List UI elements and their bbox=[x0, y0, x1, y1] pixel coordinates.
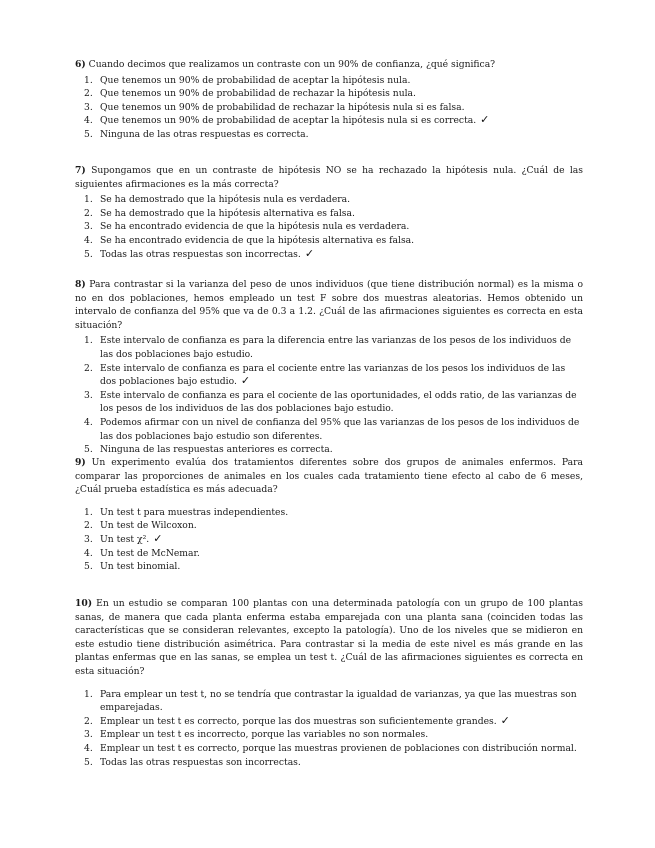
option bbox=[75, 193, 583, 207]
question-text: Un experimento evalúa dos tratamientos diferentes sobre dos grupos de animales enfermos. Para comparar las proporciones de animales en los cuales cada tratamiento tiene efecto al cabo de 6 meses, ¿Cuál prueba estadística es más adecuada? bbox=[75, 457, 583, 496]
option-text: Podemos afirmar con un nivel de confianza del 95% que las varianzas de los pesos de los individuos de las dos poblaciones bajo estudio son diferentes. bbox=[100, 416, 580, 442]
option bbox=[75, 207, 583, 221]
question-10 bbox=[75, 597, 583, 769]
option bbox=[75, 74, 583, 88]
option-list bbox=[75, 193, 583, 261]
option-number: 1. bbox=[84, 74, 93, 86]
option bbox=[75, 728, 583, 742]
question-text: Cuando decimos que realizamos un contraste con un 90% de confianza, ¿qué significa? bbox=[88, 59, 496, 70]
option-text: Ninguna de las otras respuestas es correcta. bbox=[100, 128, 309, 140]
option-number: 3. bbox=[84, 389, 93, 401]
option-text: Que tenemos un 90% de probabilidad de aceptar la hipótesis nula. bbox=[100, 74, 411, 86]
option bbox=[75, 87, 583, 101]
option bbox=[75, 519, 583, 533]
option bbox=[75, 688, 583, 715]
question-number: 9) bbox=[75, 457, 86, 468]
option-text: Se ha encontrado evidencia de que la hipótesis alternativa es falsa. bbox=[100, 234, 415, 246]
option-number: 5. bbox=[84, 561, 93, 573]
option-list bbox=[75, 334, 583, 456]
option bbox=[75, 101, 583, 115]
question-stem bbox=[75, 278, 583, 332]
option-number: 1. bbox=[84, 506, 93, 518]
option-number: 2. bbox=[84, 88, 93, 100]
option-text: Un test χ². bbox=[100, 533, 150, 545]
option-number: 5. bbox=[84, 756, 93, 768]
option-number: 3. bbox=[84, 533, 93, 545]
option-text: Un test binomial. bbox=[100, 561, 181, 573]
option-text: Este intervalo de confianza es para la diferencia entre las varianzas de los pesos de los individuos de las dos poblaciones bajo estudio. bbox=[100, 335, 572, 360]
option bbox=[75, 533, 583, 547]
option bbox=[75, 114, 583, 128]
option-number: 2. bbox=[84, 520, 93, 532]
option bbox=[75, 560, 583, 574]
check-mark-icon: ✓ bbox=[304, 246, 315, 260]
option bbox=[75, 362, 583, 389]
question-number: 7) bbox=[75, 165, 86, 176]
question-stem bbox=[75, 164, 583, 191]
option-text: Se ha encontrado evidencia de que la hipótesis nula es verdadera. bbox=[100, 221, 410, 233]
option-list bbox=[75, 506, 583, 574]
option-number: 2. bbox=[84, 715, 93, 727]
option-text: Este intervalo de confianza es para el cociente de las oportunidades, el odds ratio, de las varianzas de los pesos de los individuos de las dos poblaciones bajo estudio. bbox=[100, 389, 577, 415]
option-number: 4. bbox=[84, 416, 93, 428]
option-number: 4. bbox=[84, 547, 93, 559]
option-text: Emplear un test t es correcto, porque las dos muestras son suficientemente grandes. bbox=[100, 715, 497, 727]
option-number: 5. bbox=[84, 128, 93, 140]
option-number: 1. bbox=[84, 688, 93, 700]
spacer bbox=[75, 497, 583, 504]
option bbox=[75, 389, 583, 416]
option-number: 4. bbox=[84, 742, 93, 754]
option-text: Se ha demostrado que la hipótesis alternativa es falsa. bbox=[100, 207, 355, 219]
spacer bbox=[75, 679, 583, 686]
question-number: 6) bbox=[75, 59, 86, 70]
option-number: 4. bbox=[84, 234, 93, 246]
option-number: 2. bbox=[84, 207, 93, 219]
question-text: Supongamos que en un contraste de hipótesis NO se ha rechazado la hipótesis nula. ¿Cuál de las siguientes afirmaciones es la más correcta? bbox=[75, 165, 583, 190]
option-list bbox=[75, 74, 583, 142]
option bbox=[75, 248, 583, 262]
option-number: 3. bbox=[84, 101, 93, 113]
question-text: Para contrastar si la varianza del peso de unos individuos (que tiene distribución normal) es la misma o no en dos poblaciones, hemos empleado un test F sobre dos muestras aleatorias. Hemos obtenido un intervalo de confianza del 95% que va de 0.3 a 1.2. ¿Cuál de las afirmaciones siguientes es correcta en esta situación? bbox=[75, 279, 583, 331]
check-mark-icon: ✓ bbox=[240, 374, 251, 388]
option-text: Que tenemos un 90% de probabilidad de aceptar la hipótesis nula si es correcta. bbox=[100, 115, 477, 127]
option-number: 3. bbox=[84, 221, 93, 233]
option-list bbox=[75, 688, 583, 770]
question-7 bbox=[75, 164, 583, 261]
check-mark-icon: ✓ bbox=[480, 113, 490, 127]
option-text: Emplear un test t es correcto, porque las muestras provienen de poblaciones con distribución normal. bbox=[100, 742, 577, 754]
option-text: Que tenemos un 90% de probabilidad de rechazar la hipótesis nula si es falsa. bbox=[100, 101, 465, 113]
option-number: 2. bbox=[84, 362, 93, 374]
option bbox=[75, 220, 583, 234]
question-stem bbox=[75, 456, 583, 497]
option bbox=[75, 742, 583, 756]
option-text: Un test de McNemar. bbox=[100, 547, 200, 559]
option-text: Todas las otras respuestas son incorrectas. bbox=[100, 248, 301, 260]
option-number: 3. bbox=[84, 729, 93, 741]
question-6 bbox=[75, 58, 583, 142]
option bbox=[75, 506, 583, 520]
option-number: 5. bbox=[84, 444, 93, 456]
option-text: Ninguna de las respuestas anteriores es correcta. bbox=[100, 444, 333, 456]
option-text: Se ha demostrado que la hipótesis nula es verdadera. bbox=[100, 194, 351, 206]
option-text: Que tenemos un 90% de probabilidad de rechazar la hipótesis nula. bbox=[100, 88, 416, 100]
question-number: 8) bbox=[75, 279, 86, 290]
check-mark-icon: ✓ bbox=[500, 713, 510, 727]
question-stem bbox=[75, 58, 583, 72]
option-text: Este intervalo de confianza es para el cociente entre las varianzas de los pesos los individuos de las dos poblaciones bajo estudio. bbox=[100, 362, 566, 388]
question-number: 10) bbox=[75, 598, 93, 609]
option bbox=[75, 756, 583, 770]
option-number: 4. bbox=[84, 115, 93, 127]
question-8 bbox=[75, 278, 583, 457]
option-number: 5. bbox=[84, 248, 93, 260]
question-9 bbox=[75, 456, 583, 574]
check-mark-icon: ✓ bbox=[153, 531, 163, 545]
option-text: Un test de Wilcoxon. bbox=[100, 520, 197, 532]
option bbox=[75, 547, 583, 561]
option-number: 1. bbox=[84, 194, 93, 206]
question-stem bbox=[75, 597, 583, 679]
option-text: Para emplear un test t, no se tendría que contrastar la igualdad de varianzas, ya que las muestras son emparejadas. bbox=[100, 688, 577, 714]
option-text: Un test t para muestras independientes. bbox=[100, 506, 289, 518]
option-text: Todas las otras respuestas son incorrectas. bbox=[100, 756, 301, 768]
option bbox=[75, 128, 583, 142]
option bbox=[75, 443, 583, 457]
option bbox=[75, 715, 583, 729]
option-number: 1. bbox=[84, 335, 93, 347]
option bbox=[75, 334, 583, 361]
option bbox=[75, 234, 583, 248]
option-text: Emplear un test t es incorrecto, porque las variables no son normales. bbox=[100, 729, 429, 741]
question-text: En un estudio se comparan 100 plantas con una determinada patología con un grupo de 100 plantas sanas, de manera que cada planta enferma estaba emparejada con una planta sana (coinciden todas las características que se consideran relevantes, excepto la patología). Uno de los niveles que se midieron en este estudio tiene distribución asimétrica. Para contrastar si la media de este nivel es más grande en las plantas enfermas que en las sanas, se emplea un test t. ¿Cuál de las afirmaciones siguientes es correcta en esta situación? bbox=[75, 598, 583, 677]
option bbox=[75, 416, 583, 443]
